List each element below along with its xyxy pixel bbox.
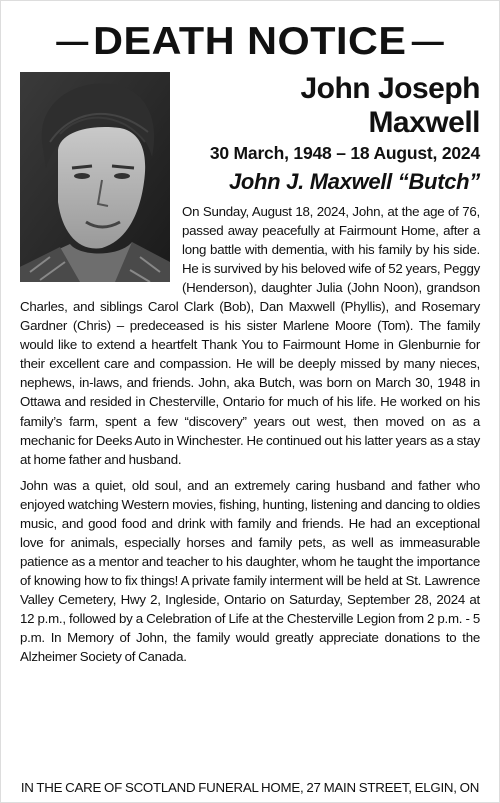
funeral-home-footer: IN THE CARE OF SCOTLAND FUNERAL HOME, 27 MAIN STREET, ELGIN, ON: [20, 780, 480, 795]
life-dates: 30 March, 1948 – 18 August, 2024: [209, 143, 480, 163]
portrait-illustration: [20, 72, 170, 282]
portrait-photo: [20, 72, 170, 282]
deceased-name: John Joseph Maxwell: [300, 72, 480, 139]
deceased-nickname: John J. Maxwell “Butch”: [228, 169, 480, 194]
notice-title: DEATH NOTICE: [93, 19, 407, 63]
obituary-paragraph-2: John was a quiet, old soul, and an extremely caring husband and father who enjoyed watching Western movies, fishing, hunting, listening and dancing to oldies music, and good food and drink with family and friends. He had an exceptional love for animals, especially horses and family pets, as well as immeasurable patience as a mentor and teacher to his daughter, whom he taught the importance of knowing how to fix things! A private family interment will be held at St. Lawrence Valley Cemetery, Hwy 2, Ingleside, Ontario on Saturday, September 28, 2024 at 12 p.m., followed by a Celebration of Life at the Chesterville Legion from 2 p.m. - 5 p.m. In Memory of John, the family would greatly appreciate donations to the Alzheimer Society of Canada.: [20, 477, 480, 665]
notice-content: [20, 72, 480, 666]
header-dash-left: —: [56, 23, 89, 59]
obituary-paragraph-1: On Sunday, August 18, 2024, John, at the age of 76, passed away peacefully at Fairmount Home, after a long battle with dementia, with his family by his side. He is survived by his beloved wife of 52 years, Peggy (Henderson), daughter Julia (John Noon), grandson Charles, and siblings Carol Clark (Bob), Dan Maxwell (Phyllis), and Rosemary Gardner (Chris) – predeceased is his sister Marlene Moore (Tom). The family would like to extend a heartfelt Thank You to Fairmount Home in Glenburnie for their excellent care and compassion. He will be deeply missed by many nieces, nephews, in-laws, and friends. John, aka Butch, was born on March 30, 1948 in Ottawa and resided in Chesterville, Ontario for much of his life. He worked on his family’s farm, spent a few “discovery” years out west, then moved on as a mechanic for Deeks Auto in Winchester. He continued out his latter years as a stay at home father and husband.: [20, 204, 480, 467]
header-dash-right: —: [411, 23, 444, 59]
notice-header: [20, 10, 480, 72]
